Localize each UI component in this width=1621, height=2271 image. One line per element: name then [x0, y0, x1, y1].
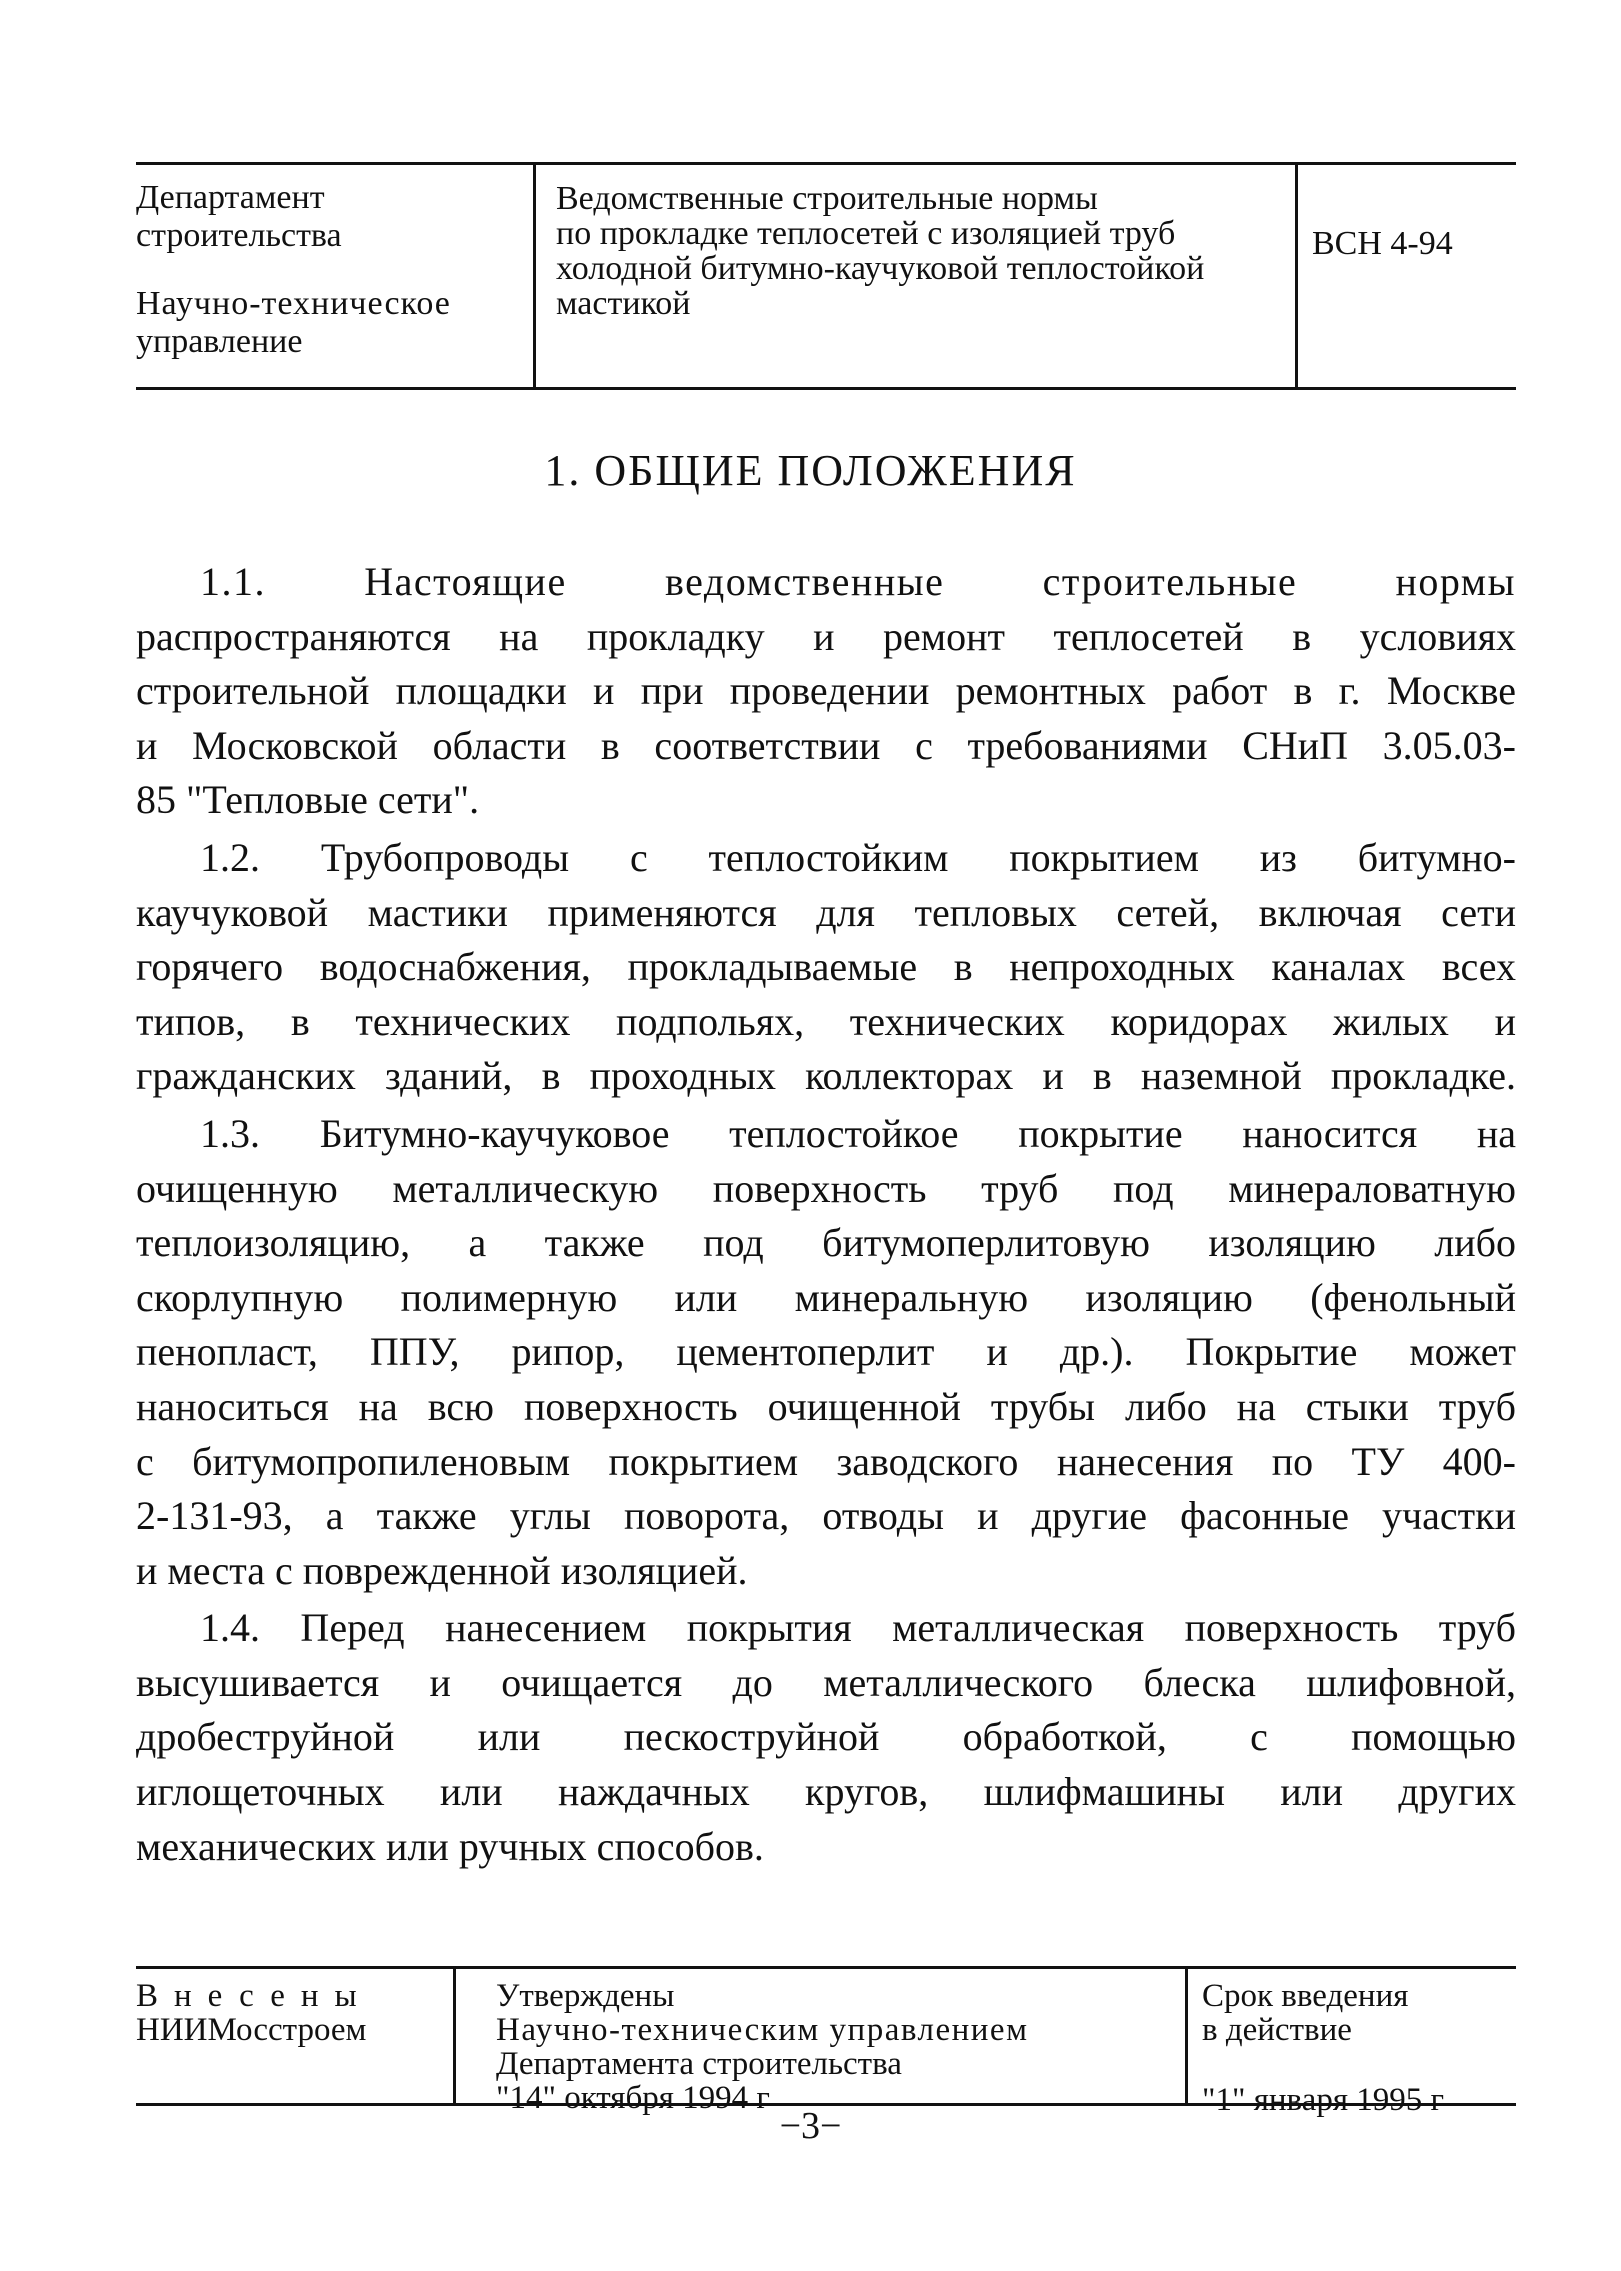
- paragraph-1-4: [136, 1601, 1516, 1874]
- paragraph-line: дробеструйной или пескоструйной обработкой, с помощью: [136, 1714, 1516, 1760]
- paragraph-line: с битумопропиленовым покрытием заводского нанесения по ТУ 400-: [136, 1438, 1516, 1484]
- paragraph-line: и места с поврежденной изоляцией.: [136, 1547, 748, 1593]
- paragraph-line: очищенную металлическую поверхность труб под минераловатную: [136, 1165, 1516, 1211]
- paragraph-line: наноситься на всю поверхность очищенной трубы либо на стыки труб: [136, 1383, 1516, 1429]
- paragraph-line: 1.4. Перед нанесением покрытия металлическая поверхность труб: [200, 1605, 1516, 1651]
- document-title-line-4: мастикой: [556, 285, 691, 322]
- footer-effective-cell: [1188, 1969, 1516, 2118]
- introduced-label: Внесены: [136, 1978, 373, 2014]
- paragraph-1-1: [136, 555, 1516, 828]
- paragraph-line: горячего водоснабжения, прокладываемые в непроходных каналах всех: [136, 944, 1516, 990]
- document-title-line-2: по прокладке теплосетей с изоляцией труб: [556, 215, 1176, 252]
- paragraph-line: 2-131-93, а также углы поворота, отводы и другие фасонные участки: [136, 1493, 1516, 1539]
- paragraph-1-2: [136, 831, 1516, 1104]
- paragraph-line: 1.2. Трубопроводы с теплостойким покрытием из битумно-: [200, 834, 1516, 880]
- paragraph-line: гражданских зданий, в проходных коллекторах и в наземной прокладке.: [136, 1053, 1516, 1099]
- approved-label: Утверждены: [496, 1978, 675, 2014]
- directorate-line-2: управление: [136, 323, 303, 360]
- effective-label-line-2: в действие: [1202, 2012, 1352, 2048]
- header-code-cell: [1298, 165, 1516, 387]
- paragraph-line: типов, в технических подпольях, технических коридорах жилых и: [136, 998, 1516, 1044]
- paragraph-line: иглощеточных или наждачных кругов, шлифмашины или других: [136, 1769, 1516, 1815]
- paragraph-line: 1.1. Настоящие ведомственные строительные нормы: [200, 559, 1516, 604]
- approved-by-line-2: Департамента строительства: [496, 2046, 902, 2082]
- department-line-1: Департамент: [136, 179, 325, 216]
- introduced-by: НИИМосстроем: [136, 2012, 367, 2048]
- header-table: [136, 162, 1516, 390]
- paragraph-line: 1.3. Битумно-каучуковое теплостойкое покрытие наносится на: [200, 1110, 1516, 1156]
- header-issuer-cell: [136, 165, 536, 387]
- paragraph-line: скорлупную полимерную или минеральную изоляцию (фенольный: [136, 1274, 1516, 1320]
- directorate-line-1: Научно-техническое: [136, 285, 451, 322]
- header-title-cell: [536, 165, 1298, 387]
- footer-approved-cell: [456, 1969, 1188, 2116]
- paragraph-line: строительной площадки и при проведении ремонтных работ в г. Москве: [136, 668, 1516, 714]
- footer-introduced-cell: [136, 1969, 456, 2103]
- paragraph-line: теплоизоляцию, а также под битумоперлитовую изоляцию либо: [136, 1220, 1516, 1266]
- approved-date: "14" октября 1994 г: [496, 2080, 770, 2116]
- page-number: −3−: [779, 2105, 842, 2147]
- paragraph-line: механических или ручных способов.: [136, 1823, 764, 1869]
- paragraph-line: 85 "Тепловые сети".: [136, 777, 480, 823]
- paragraph-1-3: [136, 1107, 1516, 1598]
- paragraph-line: и Московской области в соответствии с требованиями СНиП 3.05.03-: [136, 722, 1516, 768]
- body-text: [136, 555, 1516, 1877]
- footer-table: [136, 1966, 1516, 2118]
- section-title: 1. ОБЩИЕ ПОЛОЖЕНИЯ: [544, 446, 1077, 495]
- paragraph-line: пенопласт, ППУ, рипор, цементоперлит и др.). Покрытие может: [136, 1329, 1516, 1375]
- effective-date: "1" января 1995 г: [1202, 2082, 1445, 2118]
- document-code: ВСН 4-94: [1312, 225, 1453, 262]
- approved-by-line-1: Научно-техническим управлением: [496, 2012, 1029, 2048]
- paragraph-line: каучуковой мастики применяются для тепловых сетей, включая сети: [136, 889, 1516, 935]
- paragraph-line: распространяются на прокладку и ремонт теплосетей в условиях: [136, 613, 1516, 659]
- paragraph-line: высушивается и очищается до металлического блеска шлифовной,: [136, 1659, 1516, 1705]
- effective-label-line-1: Срок введения: [1202, 1978, 1409, 2014]
- document-title-line-3: холодной битумно-каучуковой теплостойкой: [556, 250, 1205, 287]
- department-line-2: строительства: [136, 217, 342, 254]
- document-title-line-1: Ведомственные строительные нормы: [556, 180, 1098, 217]
